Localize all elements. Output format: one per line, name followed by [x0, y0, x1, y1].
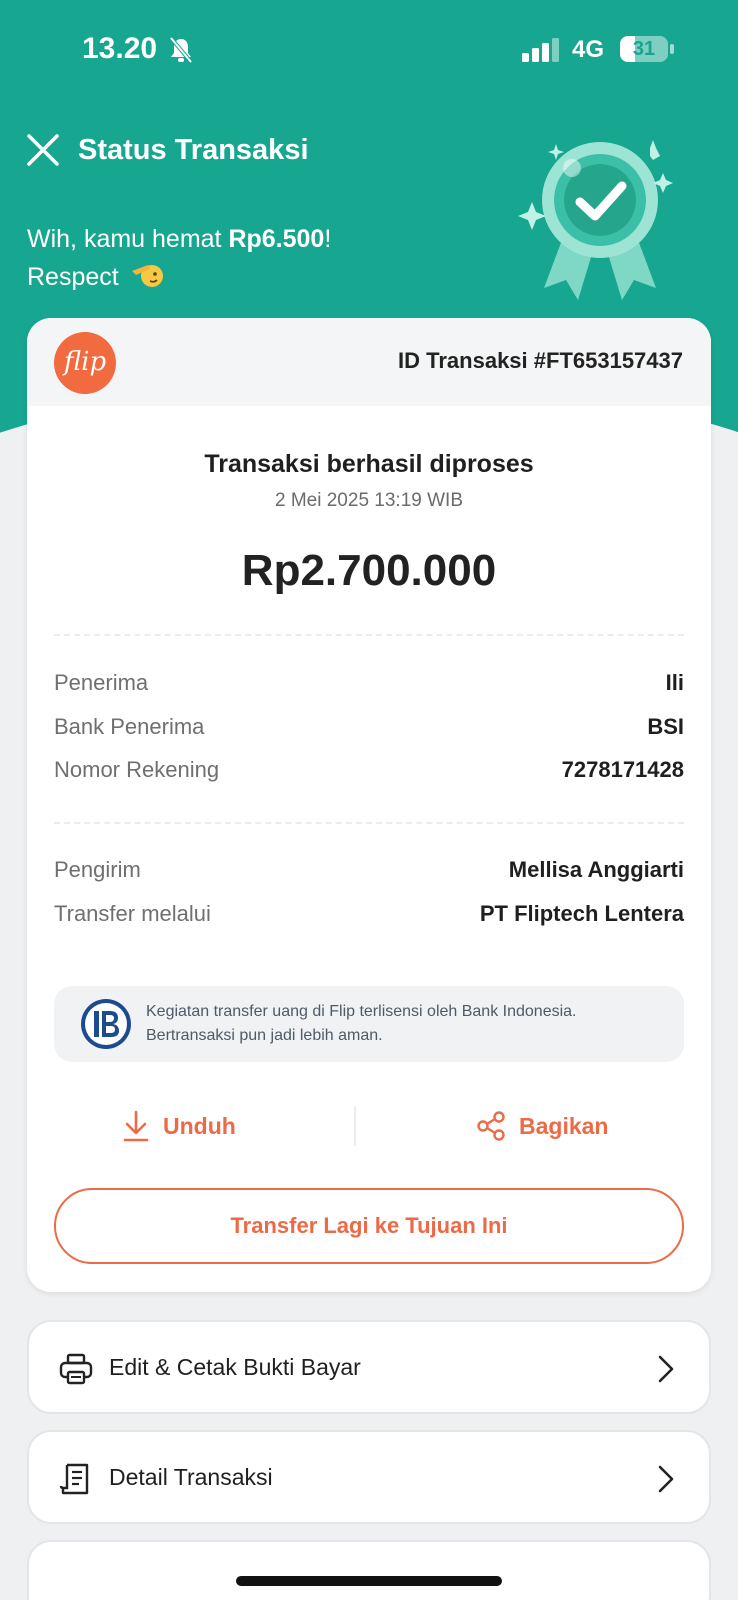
download-button[interactable]	[123, 1104, 236, 1148]
detail-value: 7278171428	[561, 757, 684, 782]
download-label: Unduh	[163, 1112, 236, 1139]
share-label: Bagikan	[519, 1112, 609, 1139]
detail-row-recipient	[54, 670, 684, 700]
divider	[54, 634, 684, 636]
download-icon	[123, 1110, 149, 1142]
detail-label: Bank Penerima	[54, 714, 205, 739]
transaction-detail-item[interactable]	[27, 1430, 711, 1524]
close-icon[interactable]	[26, 133, 60, 167]
receipt-card-header	[27, 318, 711, 406]
detail-row-account-number	[54, 757, 684, 787]
network-type: 4G	[572, 36, 605, 63]
edit-print-receipt-item[interactable]	[27, 1320, 711, 1414]
success-badge-icon	[510, 130, 690, 310]
status-date: 2 Mei 2025 13:19 WIB	[275, 490, 463, 511]
detail-row-transfer-via	[54, 901, 684, 931]
bank-indonesia-logo-icon	[80, 998, 132, 1050]
bell-off-icon	[168, 36, 194, 64]
chevron-right-icon	[657, 1354, 675, 1384]
detail-row-bank	[54, 714, 684, 744]
detail-value: PT Fliptech Lentera	[479, 901, 684, 926]
detail-value: Mellisa Anggiarti	[508, 857, 684, 882]
bank-indonesia-notice	[54, 986, 684, 1062]
receipt-icon	[59, 1462, 93, 1496]
transaction-detail-label: Detail Transaksi	[109, 1464, 273, 1490]
flip-logo: flip	[54, 332, 116, 394]
share-button[interactable]	[477, 1104, 608, 1148]
transaction-id: ID Transaksi #FT653157437	[398, 348, 683, 373]
detail-label: Transfer melalui	[54, 901, 211, 926]
signal-icon	[522, 38, 562, 62]
list-item[interactable]	[27, 1540, 711, 1600]
share-icon	[477, 1111, 505, 1141]
home-indicator	[236, 1576, 502, 1586]
divider	[54, 822, 684, 824]
savings-message	[27, 220, 331, 296]
printer-icon	[59, 1352, 93, 1386]
page-header	[26, 128, 309, 172]
savings-suffix: !	[324, 225, 332, 253]
action-separator	[354, 1106, 356, 1146]
detail-label: Nomor Rekening	[54, 757, 220, 782]
bi-notice-line1: Kegiatan transfer uang di Flip terlisensi oleh Bank Indonesia.	[146, 1003, 577, 1020]
page-title: Status Transaksi	[78, 133, 309, 166]
savings-line2: Respect	[27, 263, 119, 291]
battery-level: 31	[632, 38, 656, 60]
detail-value: Ili	[665, 670, 684, 695]
status-time: 13.20	[82, 32, 158, 65]
detail-row-sender	[54, 857, 684, 887]
detail-label: Pengirim	[54, 857, 141, 882]
edit-print-receipt-label: Edit & Cetak Bukti Bayar	[109, 1354, 361, 1380]
status-bar	[0, 0, 738, 100]
receipt-card	[27, 318, 711, 1292]
chevron-right-icon	[657, 1464, 675, 1494]
transfer-amount: Rp2.700.000	[241, 546, 497, 595]
status-title: Transaksi berhasil diproses	[204, 450, 534, 478]
salute-emoji-icon	[130, 261, 164, 289]
bi-notice-line2: Bertransaksi pun jadi lebih aman.	[146, 1027, 383, 1044]
receipt-actions	[27, 1104, 711, 1148]
detail-value: BSI	[647, 714, 684, 739]
savings-amount: Rp6.500	[228, 225, 325, 253]
savings-prefix: Wih, kamu hemat	[27, 225, 229, 253]
transfer-again-button[interactable]: Transfer Lagi ke Tujuan Ini	[54, 1188, 684, 1264]
detail-label: Penerima	[54, 670, 149, 695]
battery-icon	[620, 36, 674, 64]
